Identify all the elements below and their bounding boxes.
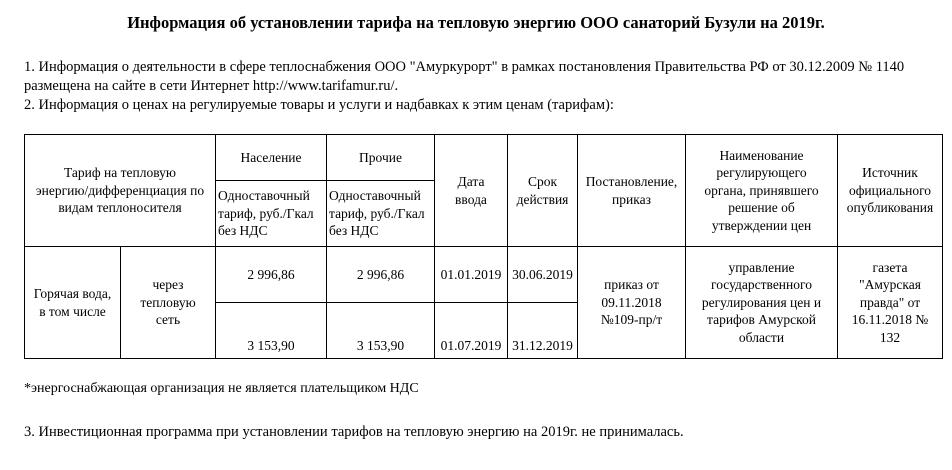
category-hot-water: Горячая вода, в том числе	[25, 247, 121, 359]
header-others: Прочие	[327, 135, 435, 181]
header-row-1	[25, 135, 943, 181]
header-population: Население	[216, 135, 327, 181]
header-tariff: Тариф на тепловую энергию/дифференциация по видам теплоносителя	[25, 135, 216, 247]
table-row	[25, 247, 943, 303]
paragraph-2: 2. Информация о ценах на регулируемые товары и услуги и надбавках к этим ценам (тарифам):	[24, 97, 614, 113]
header-population-rate: Одноставочный тариф, руб./Гкал без НДС	[216, 181, 327, 247]
row2-date: 01.07.2019	[435, 303, 508, 359]
tariff-table	[24, 134, 943, 359]
row2-others: 3 153,90	[327, 303, 435, 359]
row1-term: 30.06.2019	[508, 247, 578, 303]
row2-population: 3 153,90	[216, 303, 327, 359]
authority-cell: управление государственного регулирования цен и тарифов Амурской области	[686, 247, 838, 359]
row2-term: 31.12.2019	[508, 303, 578, 359]
footnote: *энергоснабжающая организация не является плательщиком НДС	[24, 381, 419, 396]
header-source: Источник официального опубликования	[838, 135, 943, 247]
header-decree: Постановление, приказ	[578, 135, 686, 247]
row1-others: 2 996,86	[327, 247, 435, 303]
decree-cell: приказ от 09.11.2018 №109-пр/т	[578, 247, 686, 359]
header-date: Дата ввода	[435, 135, 508, 247]
row1-date: 01.01.2019	[435, 247, 508, 303]
subcategory-heat-network: через тепловую сеть	[121, 247, 216, 359]
header-others-rate: Одноставочный тариф, руб./Гкал без НДС	[327, 181, 435, 247]
source-cell: газета "Амурская правда" от 16.11.2018 № 132	[838, 247, 943, 359]
document-title: Информация об установлении тарифа на тепловую энергию ООО санаторий Бузули на 2019г.	[127, 13, 825, 32]
header-regulating-body: Наименование регулирующего органа, принявшего решение об утверждении цен	[686, 135, 838, 247]
header-term: Срок действия	[508, 135, 578, 247]
row1-population: 2 996,86	[216, 247, 327, 303]
paragraph-1-line-1: 1. Информация о деятельности в сфере теплоснабжения ООО "Амуркурорт" в рамках постановления Правительства РФ от 30.12.2009 № 1140	[24, 59, 905, 75]
paragraph-3: 3. Инвестиционная программа при установлении тарифов на тепловую энергию на 2019г. не принималась.	[24, 424, 684, 440]
paragraph-1-line-2: размещена на сайте в сети Интернет http://www.tarifamur.ru/.	[24, 78, 399, 94]
